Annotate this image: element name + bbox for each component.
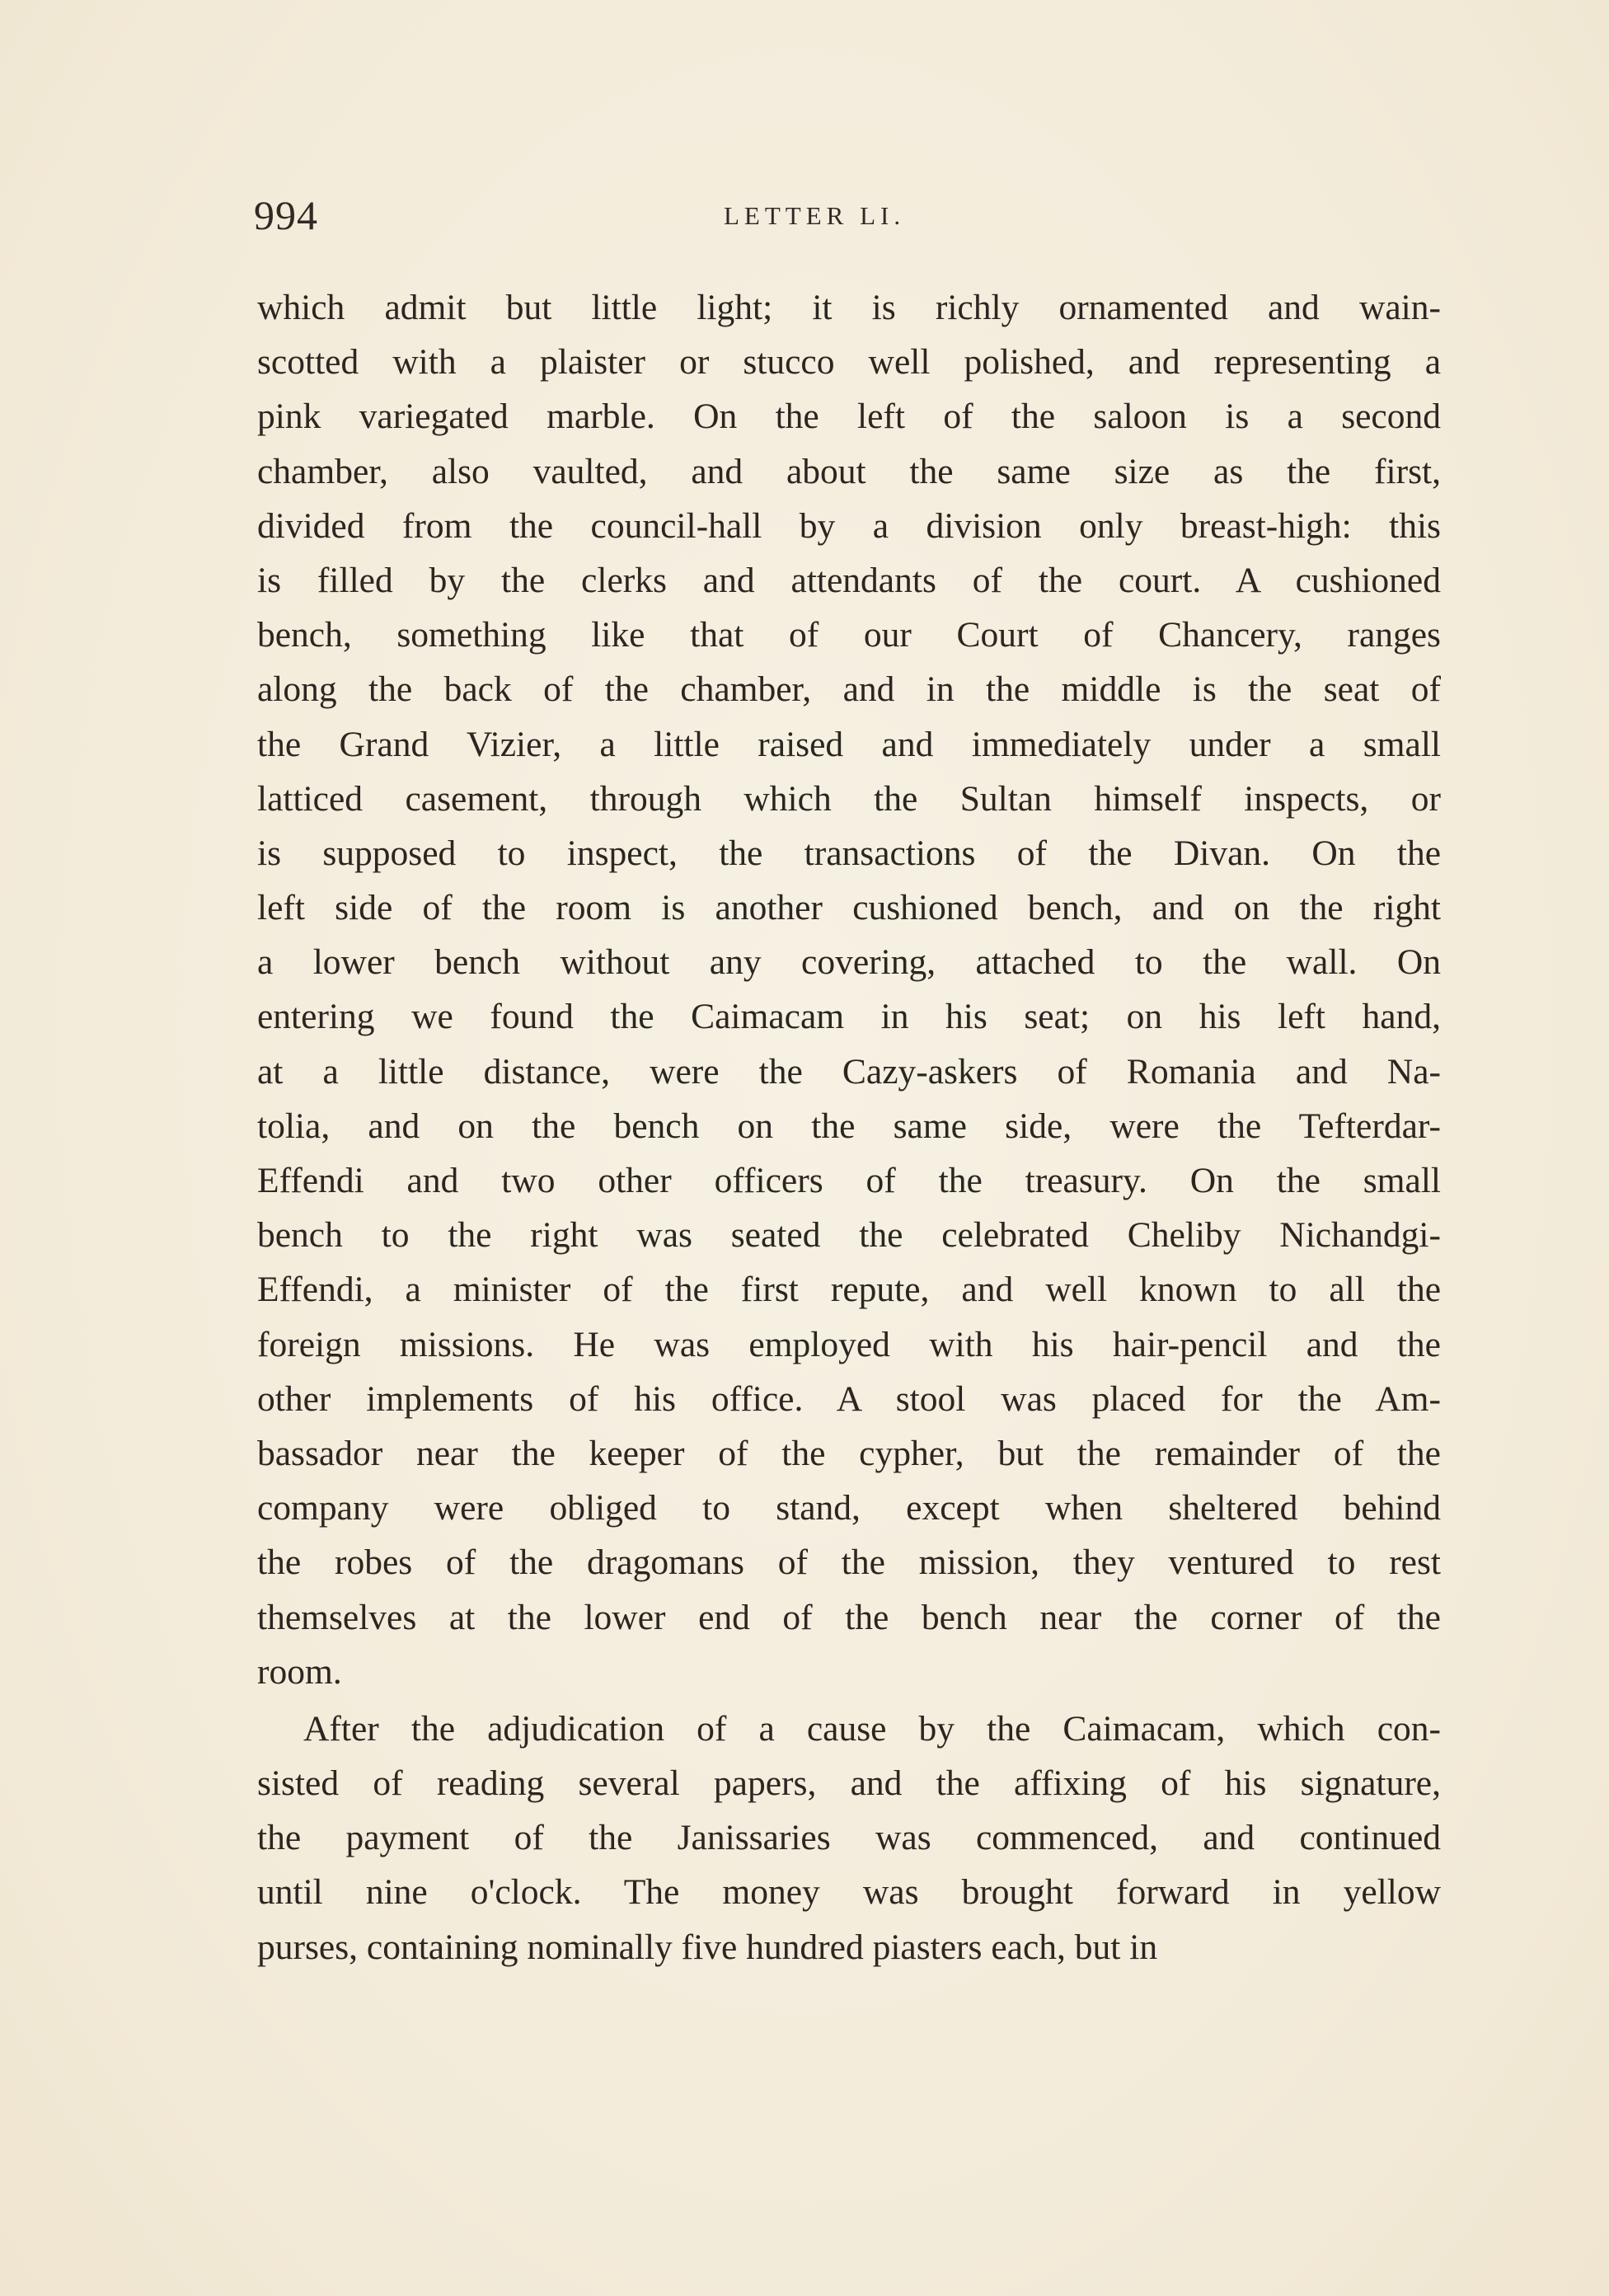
text-line: company were obliged to stand, except when sheltered behind <box>257 1488 1441 1528</box>
text-line: scotted with a plaister or stucco well polished, and representing a <box>257 342 1441 383</box>
text-line: Effendi, a minister of the first repute, and well known to all the <box>257 1270 1441 1310</box>
text-line: the robes of the dragomans of the mission, they ventured to rest <box>257 1542 1441 1583</box>
text-line: a lower bench without any covering, attached to the wall. On <box>257 942 1441 983</box>
text-line: which admit but little light; it is richly ornamented and wain- <box>257 288 1441 327</box>
text-line: entering we found the Caimacam in his seat; on his left hand, <box>257 997 1441 1037</box>
text-line: sisted of reading several papers, and the affixing of his signature, <box>257 1763 1441 1804</box>
text-line: themselves at the lower end of the bench near the corner of the <box>257 1597 1441 1637</box>
text-line: bench, something like that of our Court of Chancery, ranges <box>257 615 1441 655</box>
text-line: After the adjudication of a cause by the Caimacam, which con- <box>303 1708 1441 1749</box>
text-line: until nine o'clock. The money was brought forward in yellow <box>257 1872 1441 1913</box>
text-line: along the back of the chamber, and in the middle is the seat of <box>257 669 1441 710</box>
text-line: foreign missions. He was employed with his hair-pencil and the <box>257 1324 1441 1364</box>
text-line: left side of the room is another cushioned bench, and on the right <box>257 888 1441 928</box>
page-header <box>254 191 1441 249</box>
text-line: room. <box>257 1651 342 1692</box>
text-line: bassador near the keeper of the cypher, but the remainder of the <box>257 1433 1441 1473</box>
text-line: the payment of the Janissaries was commenced, and continued <box>257 1818 1441 1858</box>
paragraph <box>257 280 1441 1699</box>
page-number: 994 <box>254 192 318 238</box>
text-line: at a little distance, were the Cazy-askers of Romania and Na- <box>257 1051 1441 1092</box>
text-line: other implements of his office. A stool was placed for the Am- <box>257 1378 1441 1419</box>
text-line: pink variegated marble. On the left of the saloon is a second <box>257 397 1441 437</box>
text-line: is supposed to inspect, the transactions of the Divan. On the <box>257 833 1441 873</box>
text-line: purses, containing nominally five hundred piasters each, but in <box>257 1927 1158 1967</box>
text-line: chamber, also vaulted, and about the same size as the first, <box>257 451 1441 491</box>
text-line: Effendi and two other officers of the treasury. On the small <box>257 1161 1441 1200</box>
text-line: the Grand Vizier, a little raised and immediately under a small <box>257 724 1441 764</box>
text-line: tolia, and on the bench on the same side, were the Tefterdar- <box>257 1106 1441 1146</box>
text-line: latticed casement, through which the Sultan himself inspects, or <box>257 778 1441 819</box>
body-text <box>257 280 1441 1974</box>
text-line: bench to the right was seated the celebrated Cheliby Nichandgi- <box>257 1215 1441 1256</box>
paragraph <box>257 1702 1441 1974</box>
text-line: divided from the council-hall by a division only breast-high: this <box>257 505 1441 546</box>
running-head: LETTER LI. <box>724 201 906 230</box>
text-line: is filled by the clerks and attendants of the court. A cushioned <box>257 560 1441 600</box>
